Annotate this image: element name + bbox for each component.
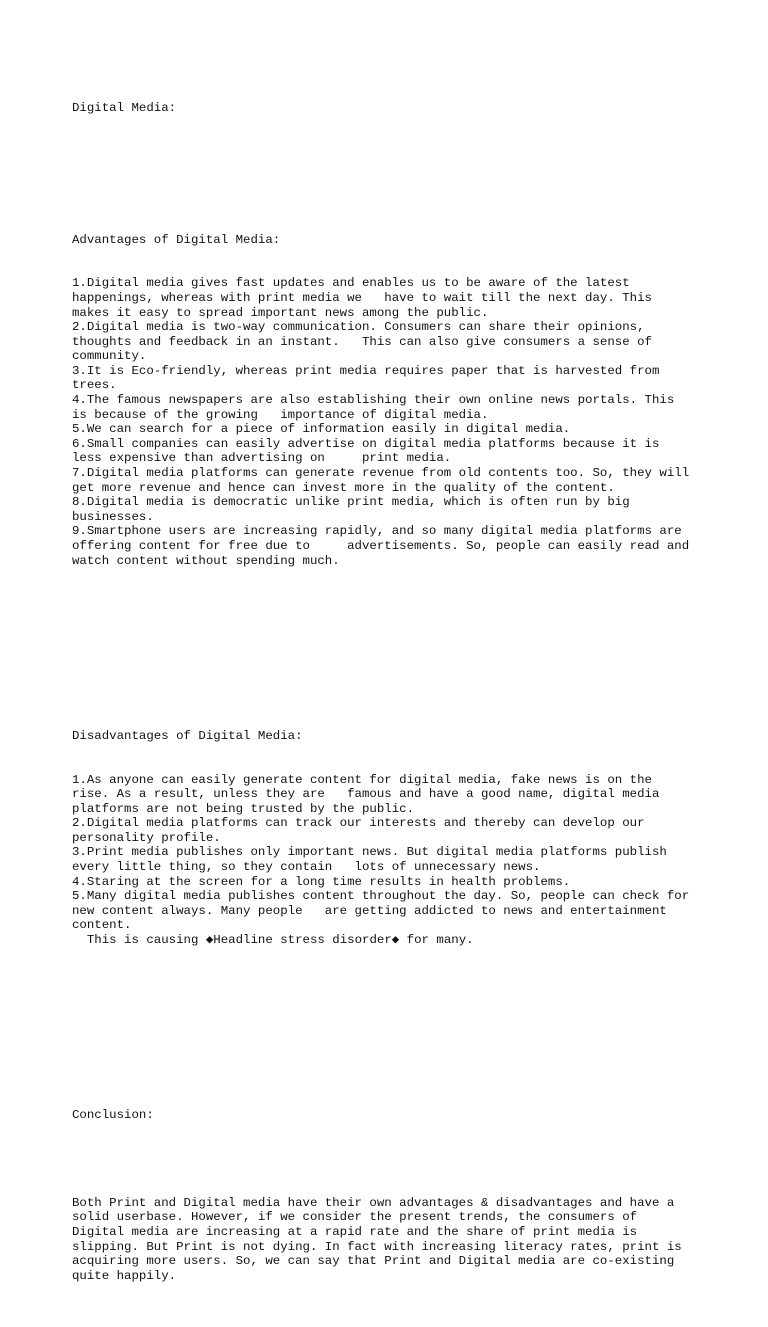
text-line: 2.Digital media is two-way communication. Consumers can share their opinions, (72, 320, 645, 335)
text-line: 3.Print media publishes only important news. But digital media platforms publish (72, 845, 667, 860)
conclusion-paragraph (72, 1196, 712, 1284)
advantages-heading: Advantages of Digital Media: (72, 232, 281, 247)
spacer (72, 641, 712, 656)
text-line: new content always. Many people are getting addicted to news and entertainment (72, 903, 667, 918)
advantages-section (72, 203, 712, 597)
disadvantages-section (72, 700, 712, 977)
disadvantages-heading: Disadvantages of Digital Media: (72, 728, 303, 743)
conclusion-section (72, 1079, 712, 1313)
text-line: less expensive than advertising on print media. (72, 451, 452, 466)
text-line: 5.Many digital media publishes content throughout the day. So, people can check for (72, 889, 690, 904)
spacer (72, 1021, 712, 1036)
text-line: makes it easy to spread important news among the public. (72, 305, 489, 320)
text-line: 4.The famous newspapers are also establishing their own online news portals. This (72, 393, 675, 408)
disadvantages-list (72, 773, 712, 948)
text-line: 7.Digital media platforms can generate revenue from old contents too. So, they will (72, 466, 690, 481)
text-line: platforms are not being trusted by the public. (72, 801, 415, 816)
text-line: This is causing ◆Headline stress disorder◆ for many. (72, 933, 474, 948)
text-line: every little thing, so they contain lots of unnecessary news. (72, 860, 541, 875)
text-line: slipping. But Print is not dying. In fact with increasing literacy rates, print is (72, 1239, 682, 1254)
text-line: 2.Digital media platforms can track our interests and thereby can develop our (72, 816, 645, 831)
text-line: businesses. (72, 509, 154, 524)
text-line: community. (72, 349, 147, 364)
text-line: solid userbase. However, if we consider the present trends, the consumers of (72, 1210, 638, 1225)
text-line: 3.It is Eco-friendly, whereas print media requires paper that is harvested from (72, 363, 660, 378)
text-line: thoughts and feedback in an instant. This can also give consumers a sense of (72, 334, 652, 349)
document-title: Digital Media: (72, 101, 177, 116)
spacer (72, 1152, 712, 1167)
text-line: is because of the growing importance of digital media. (72, 407, 489, 422)
text-line: trees. (72, 378, 117, 393)
text-line: 8.Digital media is democratic unlike print media, which is often run by big (72, 495, 630, 510)
conclusion-heading: Conclusion: (72, 1108, 154, 1123)
text-line: 5.We can search for a piece of information easily in digital media. (72, 422, 571, 437)
text-line: watch content without spending much. (72, 553, 340, 568)
document-page (72, 72, 712, 1327)
text-line: quite happily. (72, 1268, 177, 1283)
text-line: 4.Staring at the screen for a long time results in health problems. (72, 874, 571, 889)
text-line: Both Print and Digital media have their own advantages & disadvantages and have a (72, 1195, 675, 1210)
text-line: 1.Digital media gives fast updates and enables us to be aware of the latest (72, 276, 630, 291)
text-line: 9.Smartphone users are increasing rapidly, and so many digital media platforms are (72, 524, 682, 539)
text-line: acquiring more users. So, we can say that Print and Digital media are co-existing (72, 1254, 675, 1269)
text-line: offering content for free due to advertisements. So, people can easily read and (72, 539, 690, 553)
text-line: get more revenue and hence can invest more in the quality of the content. (72, 480, 615, 495)
text-line: personality profile. (72, 830, 221, 845)
text-line: 1.As anyone can easily generate content for digital media, fake news is on the (72, 772, 652, 787)
text-line: 6.Small companies can easily advertise on digital media platforms because it is (72, 436, 660, 451)
text-line: happenings, whereas with print media we have to wait till the next day. This (72, 290, 652, 305)
advantages-list (72, 276, 712, 568)
text-line: Digital media are increasing at a rapid rate and the share of print media is (72, 1224, 638, 1239)
text-line: rise. As a result, unless they are famous and have a good name, digital media (72, 787, 660, 802)
spacer (72, 145, 712, 160)
text-line: content. (72, 918, 132, 933)
